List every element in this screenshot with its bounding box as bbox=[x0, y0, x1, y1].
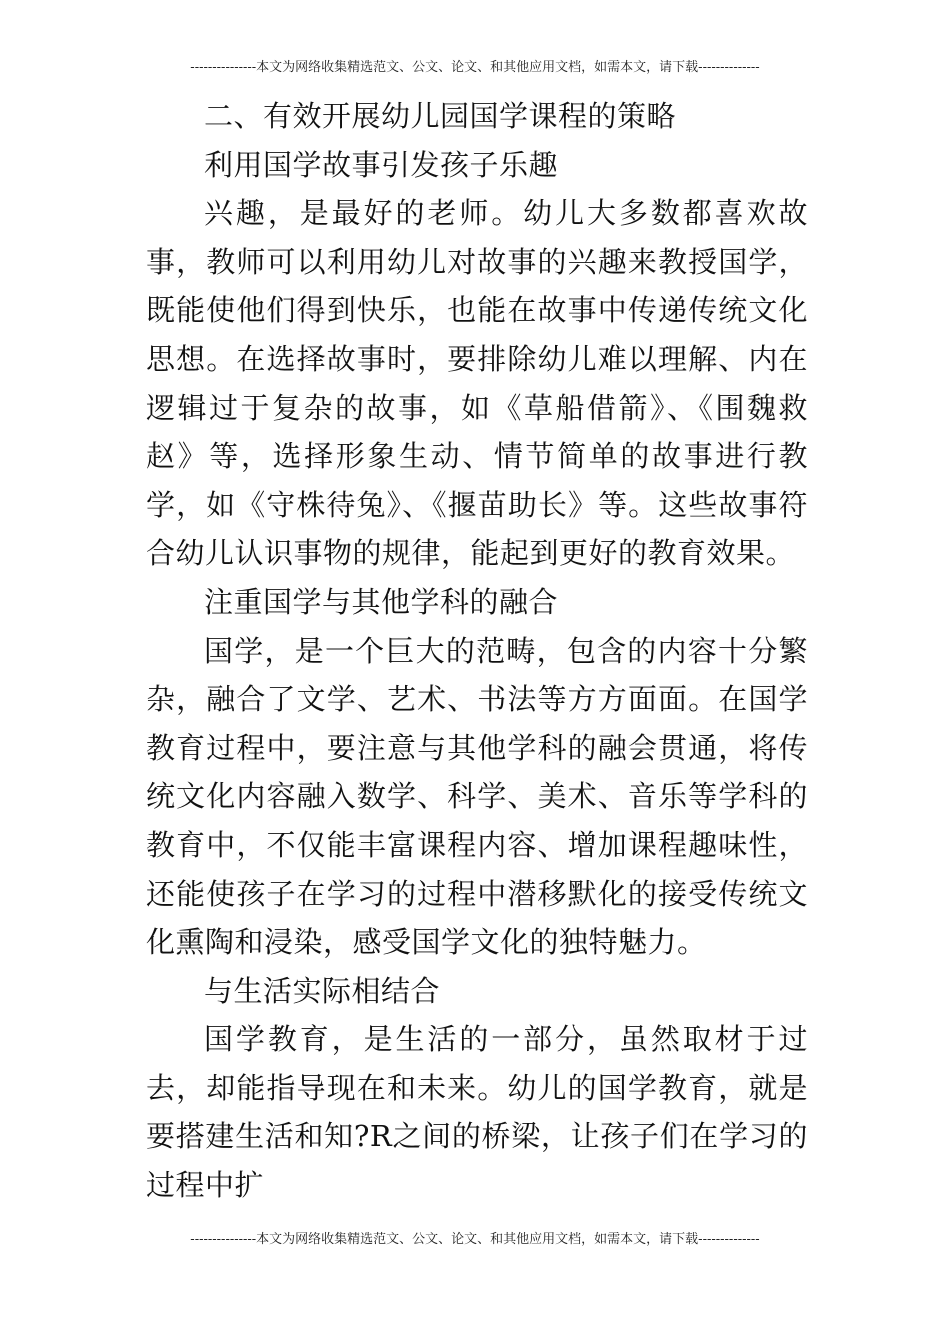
header-banner: ---------------本文为网络收集精选范文、公文、论文、和其他应用文档，如需本文，请下载-------------- bbox=[190, 60, 760, 75]
paragraph-stories: 兴趣，是最好的老师。幼儿大多数都喜欢故事，教师可以利用幼儿对故事的兴趣来教授国学，既能使他们得到快乐，也能在故事中传递传统文化思想。在选择故事时，要排除幼儿难以理解、内在逻辑过于复杂的故事，如《草船借箭》、《围魏救赵》等，选择形象生动、情节简单的故事进行教学，如《守株待兔》、《揠苗助长》等。这些故事符合幼儿认识事物的规律，能起到更好的教育效果。 bbox=[146, 196, 808, 571]
subheading-daily-life: 与生活实际相结合 bbox=[204, 973, 441, 1008]
subheading-integration: 注重国学与其他学科的融合 bbox=[204, 584, 559, 619]
footer-banner: ---------------本文为网络收集精选范文、公文、论文、和其他应用文档，如需本文，请下载-------------- bbox=[190, 1232, 760, 1247]
paragraph-integration: 国学，是一个巨大的范畴，包含的内容十分繁杂，融合了文学、艺术、书法等方方面面。在国学教育过程中，要注意与其他学科的融会贯通，将传统文化内容融入数学、科学、美术、音乐等学科的教育中，不仅能丰富课程内容、增加课程趣味性，还能使孩子在学习的过程中潜移默化的接受传统文化熏陶和浸染，感受国学文化的独特魅力。 bbox=[146, 633, 808, 960]
document-body bbox=[146, 92, 808, 1210]
paragraph-daily-life: 国学教育，是生活的一部分，虽然取材于过去，却能指导现在和未来。幼儿的国学教育，就是要搭建生活和知?R之间的桥梁，让孩子们在学习的过程中扩 bbox=[146, 1022, 808, 1203]
section-title: 二、有效开展幼儿园国学课程的策略 bbox=[204, 99, 677, 133]
subheading-stories: 利用国学故事引发孩子乐趣 bbox=[204, 147, 559, 182]
